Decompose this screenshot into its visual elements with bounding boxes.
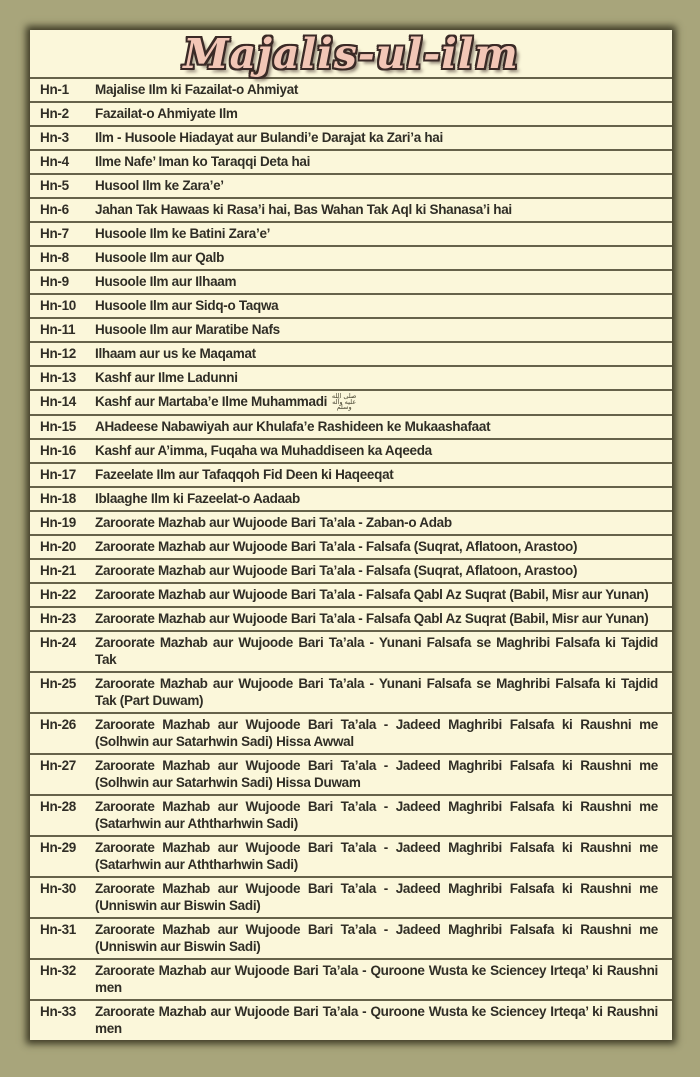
row-code: Hn-25 xyxy=(40,675,77,691)
row-code: Hn-16 xyxy=(40,442,77,458)
row-title: Husool Ilm ke Zara’e’ xyxy=(95,178,224,193)
row-title: Ilhaam aur us ke Maqamat xyxy=(95,346,256,361)
row-code: Hn-8 xyxy=(40,250,69,265)
list-row xyxy=(30,835,672,876)
row-title: Kashf aur Ilme Ladunni xyxy=(95,370,238,385)
row-code: Hn-15 xyxy=(40,418,77,434)
row-code: Hn-2 xyxy=(40,106,69,121)
list-row xyxy=(30,753,672,794)
row-code: Hn-3 xyxy=(40,130,69,145)
list-row xyxy=(30,582,672,606)
row-title: Zaroorate Mazhab aur Wujoode Bari Ta’ala - Quroone Wusta ke Sciencey Irteqa’ ki Raushni men xyxy=(95,1003,658,1036)
row-code: Hn-26 xyxy=(40,716,77,732)
row-code: Hn-22 xyxy=(40,586,77,602)
list-row xyxy=(30,606,672,630)
page-title: Majalis-ul-ilm xyxy=(183,29,519,78)
list-row xyxy=(30,341,672,365)
list-row xyxy=(30,101,672,125)
row-title: Kashf aur Martaba’e Ilme Muhammadi صلى الله عليه وآله وسلم xyxy=(95,392,357,412)
row-code: Hn-31 xyxy=(40,921,77,937)
list-row xyxy=(30,173,672,197)
row-code: Hn-23 xyxy=(40,610,77,626)
title-block xyxy=(30,30,672,77)
list-row xyxy=(30,794,672,835)
row-code: Hn-4 xyxy=(40,154,69,169)
row-title: Zaroorate Mazhab aur Wujoode Bari Ta’ala - Jadeed Maghribi Falsafa ki Raushni me (Unniswin aur Biswin Sadi) xyxy=(95,921,658,954)
list-row xyxy=(30,999,672,1040)
row-title: Zaroorate Mazhab aur Wujoode Bari Ta’ala - Falsafa (Suqrat, Aflatoon, Arastoo) xyxy=(95,562,578,578)
list-row xyxy=(30,462,672,486)
row-title: Jahan Tak Hawaas ki Rasa’i hai, Bas Wahan Tak Aql ki Shanasa’i hai xyxy=(95,202,512,217)
list-row xyxy=(30,876,672,917)
row-code: Hn-21 xyxy=(40,562,77,578)
list-row xyxy=(30,438,672,462)
row-code: Hn-32 xyxy=(40,962,77,978)
row-title: Kashf aur A’imma, Fuqaha wa Muhaddiseen ka Aqeeda xyxy=(95,442,432,458)
row-code: Hn-33 xyxy=(40,1003,77,1019)
list-row xyxy=(30,486,672,510)
row-title: Zaroorate Mazhab aur Wujoode Bari Ta’ala - Quroone Wusta ke Sciencey Irteqa’ ki Raushni men xyxy=(95,962,658,995)
row-title: Zaroorate Mazhab aur Wujoode Bari Ta’ala - Falsafa Qabl Az Suqrat (Babil, Misr aur Yunan) xyxy=(95,586,649,602)
row-title: Ilm - Husoole Hiadayat aur Bulandi’e Darajat ka Zari’a hai xyxy=(95,130,443,145)
row-title: AHadeese Nabawiyah aur Khulafa’e Rashideen ke Mukaashafaat xyxy=(95,418,491,434)
list-row xyxy=(30,269,672,293)
row-title: Husoole Ilm ke Batini Zara’e’ xyxy=(95,226,271,241)
row-title: Zaroorate Mazhab aur Wujoode Bari Ta’ala - Falsafa Qabl Az Suqrat (Babil, Misr aur Yunan) xyxy=(95,610,649,626)
row-code: Hn-14 xyxy=(40,394,77,409)
row-code: Hn-27 xyxy=(40,757,77,773)
row-code: Hn-17 xyxy=(40,466,77,482)
row-title: Husoole Ilm aur Sidq-o Taqwa xyxy=(95,298,279,313)
list-row xyxy=(30,414,672,438)
list-row xyxy=(30,197,672,221)
row-code: Hn-18 xyxy=(40,490,77,506)
list-row xyxy=(30,389,672,414)
list-panel xyxy=(30,30,672,1040)
row-title: Fazeelate Ilm aur Tafaqqoh Fid Deen ki Haqeeqat xyxy=(95,466,394,482)
list-row xyxy=(30,671,672,712)
row-code: Hn-1 xyxy=(40,82,69,97)
row-code: Hn-20 xyxy=(40,538,77,554)
row-title: Iblaaghe Ilm ki Fazeelat-o Aadaab xyxy=(95,490,300,506)
list-row xyxy=(30,917,672,958)
row-title: Zaroorate Mazhab aur Wujoode Bari Ta’ala - Zaban-o Adab xyxy=(95,514,452,530)
row-title: Zaroorate Mazhab aur Wujoode Bari Ta’ala - Jadeed Maghribi Falsafa ki Raushni me (Satarhwin aur Aththarhwin Sadi) xyxy=(95,798,658,831)
list-row xyxy=(30,77,672,101)
row-title: Zaroorate Mazhab aur Wujoode Bari Ta’ala - Jadeed Maghribi Falsafa ki Raushni me (Solhwin aur Satarhwin Sadi) Hissa Duwam xyxy=(95,757,658,790)
row-title: Zaroorate Mazhab aur Wujoode Bari Ta’ala - Jadeed Maghribi Falsafa ki Raushni me (Satarhwin aur Aththarhwin Sadi) xyxy=(95,839,658,872)
row-code: Hn-19 xyxy=(40,514,77,530)
list-row xyxy=(30,221,672,245)
row-code: Hn-24 xyxy=(40,634,77,650)
list-row xyxy=(30,958,672,999)
row-title: Zaroorate Mazhab aur Wujoode Bari Ta’ala - Jadeed Maghribi Falsafa ki Raushni me (Unniswin aur Biswin Sadi) xyxy=(95,880,658,913)
list-row xyxy=(30,293,672,317)
row-title: Zaroorate Mazhab aur Wujoode Bari Ta’ala - Yunani Falsafa se Maghribi Falsafa ki Tajdid Tak xyxy=(95,634,658,667)
row-code: Hn-29 xyxy=(40,839,77,855)
row-title: Zaroorate Mazhab aur Wujoode Bari Ta’ala - Yunani Falsafa se Maghribi Falsafa ki Tajdid Tak (Part Duwam) xyxy=(95,675,658,708)
row-code: Hn-10 xyxy=(40,298,77,313)
row-title: Ilme Nafe’ Iman ko Taraqqi Deta hai xyxy=(95,154,311,169)
row-code: Hn-11 xyxy=(40,322,76,337)
list-row xyxy=(30,630,672,671)
row-code: Hn-9 xyxy=(40,274,69,289)
list-row xyxy=(30,534,672,558)
list-row xyxy=(30,149,672,173)
row-title: Husoole Ilm aur Maratibe Nafs xyxy=(95,322,280,337)
row-title: Zaroorate Mazhab aur Wujoode Bari Ta’ala - Jadeed Maghribi Falsafa ki Raushni me (Solhwin aur Satarhwin Sadi) Hissa Awwal xyxy=(95,716,658,749)
list-row xyxy=(30,558,672,582)
row-code: Hn-6 xyxy=(40,202,69,217)
list-row xyxy=(30,245,672,269)
sallallahu-alayhi-wasallam-calligraphy: صلى الله عليه وآله وسلم xyxy=(331,392,357,412)
row-code: Hn-28 xyxy=(40,798,77,814)
row-title: Husoole Ilm aur Ilhaam xyxy=(95,274,237,289)
row-code: Hn-12 xyxy=(40,346,77,361)
row-title: Husoole Ilm aur Qalb xyxy=(95,250,225,265)
row-code: Hn-7 xyxy=(40,226,69,241)
row-code: Hn-13 xyxy=(40,370,77,385)
row-title: Fazailat-o Ahmiyate Ilm xyxy=(95,106,238,121)
row-title: Zaroorate Mazhab aur Wujoode Bari Ta’ala - Falsafa (Suqrat, Aflatoon, Arastoo) xyxy=(95,538,578,554)
row-code: Hn-5 xyxy=(40,178,69,193)
list-row xyxy=(30,712,672,753)
row-code: Hn-30 xyxy=(40,880,77,896)
list-row xyxy=(30,317,672,341)
list-row xyxy=(30,510,672,534)
row-title: Majalise Ilm ki Fazailat-o Ahmiyat xyxy=(95,82,299,97)
lecture-list xyxy=(30,77,672,1040)
list-row xyxy=(30,365,672,389)
list-row xyxy=(30,125,672,149)
